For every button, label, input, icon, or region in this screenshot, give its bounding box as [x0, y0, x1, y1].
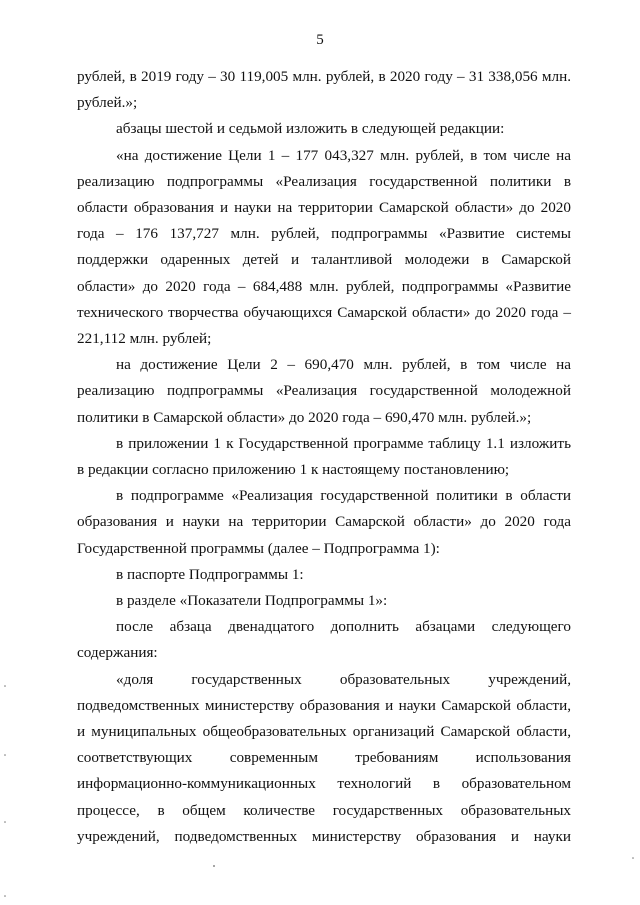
paragraph-add-after-twelfth: после абзаца двенадцатого дополнить абзацами следующего содержания:	[77, 618, 571, 662]
paragraph-goal-2: на достижение Цели 2 – 690,470 млн. рублей, в том числе на реализацию подпрограммы «Реализация государственной молодежной политики в Самарской области» до 2020 года – 690,470 млн. рублей.»;	[77, 356, 571, 426]
paragraph-budget-years: рублей, в 2019 году – 30 119,005 млн. рублей, в 2020 году – 31 338,056 млн. рублей.»;	[77, 68, 571, 112]
document-body	[77, 64, 571, 850]
paragraph-goal-1: «на достижение Цели 1 – 177 043,327 млн. рублей, в том числе на реализацию подпрограммы «Реализация государственной политики в области образования и науки на территории Самарской области» до 2020 года – 176 137,727 млн. рублей, подпрограммы «Развитие системы поддержки одаренных детей и талантливой молодежи в Самарской области» до 2020 года – 684,488 млн. рублей, подпрограммы «Развитие технического творчества обучающихся Самарской области» до 2020 года – 221,112 млн. рублей;	[77, 146, 571, 348]
page-number: 5	[316, 32, 324, 48]
paragraph-appendix-1: в приложении 1 к Государственной программе таблицу 1.1 изложить в редакции согласно приложению 1 к настоящему постановлению;	[77, 434, 571, 479]
paragraph-amendment-intro: абзацы шестой и седьмой изложить в следующей редакции:	[116, 120, 505, 138]
paragraph-share-institutions: «доля государственных образовательных учреждений, подведомственных министерству образования и науки Самарской области, и муниципальных общеобразовательных организаций Самарской области, соответствующих современным требованиям использования информационно-коммуникационных технологий в образовательном процессе, в общем количестве государственных образовательных учреждений, подведомственных министерству образования и науки	[77, 670, 571, 845]
paragraph-passport: в паспорте Подпрограммы 1:	[116, 565, 304, 583]
paragraph-indicators-section: в разделе «Показатели Подпрограммы 1»:	[116, 592, 388, 610]
paragraph-subprogram-1: в подпрограмме «Реализация государственной политики в области образования и науки на территории Самарской области» до 2020 года Государственной программы (далее – Подпрограмма 1):	[77, 487, 571, 557]
